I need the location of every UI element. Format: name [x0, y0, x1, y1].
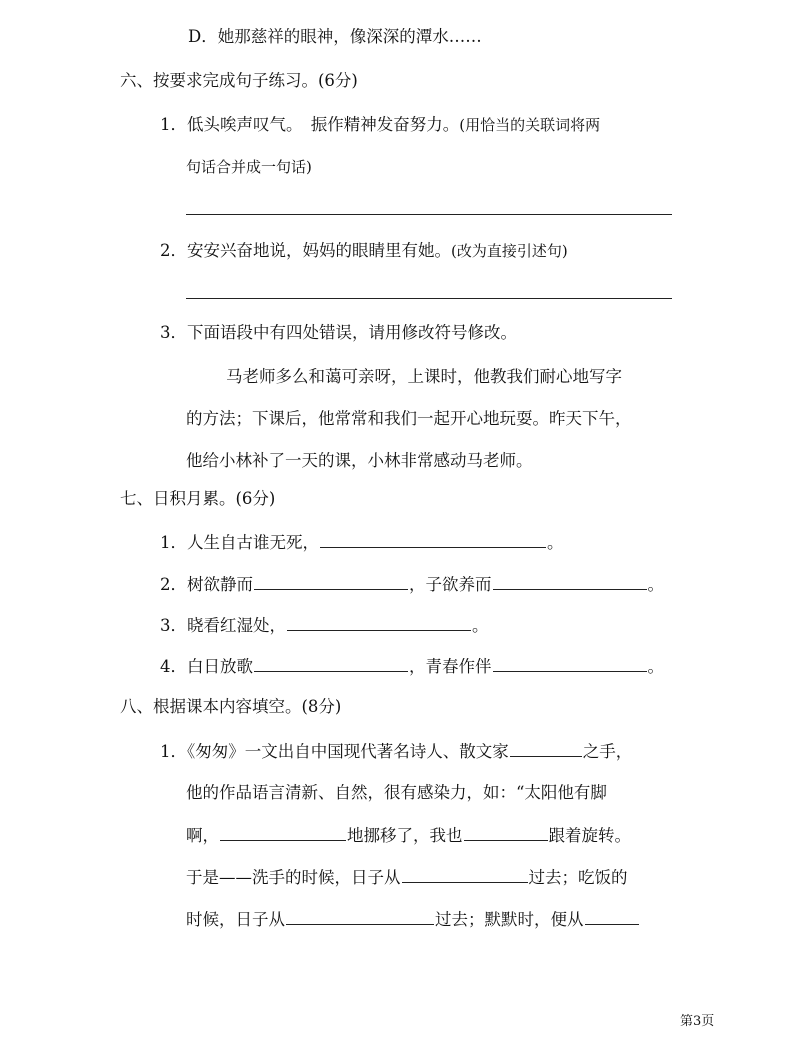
- s7-q3-text: 3．晓看红湿处，: [160, 616, 286, 635]
- s6-q1: [160, 114, 600, 136]
- s6-q3: 3．下面语段中有四处错误，请用修改符号修改。: [160, 323, 517, 342]
- s6-q1-answer-line[interactable]: [186, 214, 672, 215]
- s6-paragraph-line-3: 他给小林补了一天的课，小林非常感动马老师。: [186, 451, 533, 470]
- s6-q2-note: (改为直接引述句): [451, 242, 568, 260]
- s6-q2-answer-line[interactable]: [186, 298, 672, 299]
- s8-l4-text-a: 于是——洗手的时候，日子从: [186, 868, 401, 887]
- s6-q1-text: 1．低头唉声叹气。 振作精神发奋努力。: [160, 115, 460, 134]
- s7-q2-blank-2[interactable]: [493, 573, 647, 590]
- page-number: 第3页: [680, 1014, 715, 1029]
- s7-q4-blank-1[interactable]: [254, 655, 408, 672]
- s8-line-2: 他的作品语言清新、自然，很有感染力，如：“太阳他有脚: [186, 783, 607, 802]
- s8-line-3: [186, 824, 631, 847]
- s6-q1-note: (用恰当的关联词将两: [459, 116, 601, 134]
- s8-line-5: [186, 908, 640, 931]
- option-d: D．她那慈祥的眼神，像深深的潭水……: [188, 27, 482, 46]
- s8-blank-5[interactable]: [585, 908, 639, 925]
- s7-q3-end: 。: [472, 616, 489, 635]
- s8-l5-text-b: 过去；默默时，便从: [435, 910, 584, 929]
- s7-q4: [160, 655, 664, 678]
- s8-line-1: [160, 740, 632, 763]
- s7-q2: [160, 573, 664, 596]
- s7-q1-end: 。: [547, 533, 564, 552]
- s8-l1-text-b: 之手，: [582, 742, 633, 761]
- s8-l3-text-a: 啊，: [186, 826, 219, 845]
- s6-paragraph-line-2: 的方法；下课后，他常常和我们一起开心地玩耍。昨天下午，: [186, 409, 632, 428]
- s8-l3-text-c: 跟着旋转。: [548, 826, 631, 845]
- s6-q2: [160, 240, 568, 262]
- s8-l3-text-b: 地挪移了，我也: [347, 826, 463, 845]
- s7-q3: [160, 614, 489, 637]
- s8-l5-text-a: 时候，日子从: [186, 910, 285, 929]
- s8-blank-1[interactable]: [220, 824, 346, 841]
- s7-q4-end: 。: [647, 657, 664, 676]
- s8-blank-2[interactable]: [464, 824, 548, 841]
- s6-paragraph-line-1: 马老师多么和蔼可亲呀，上课时，他教我们耐心地写字: [226, 367, 622, 386]
- s7-q3-blank[interactable]: [287, 614, 471, 631]
- s7-q2-text-a: 2．树欲静而: [160, 575, 253, 594]
- s7-q4-text-a: 4．白日放歌: [160, 657, 253, 676]
- s7-q1-blank[interactable]: [320, 531, 546, 548]
- s7-q2-text-b: ，子欲养而: [409, 575, 492, 594]
- s6-q2-text: 2．安安兴奋地说，妈妈的眼睛里有她。: [160, 241, 451, 260]
- s8-line-4: [186, 866, 628, 889]
- s7-q4-blank-2[interactable]: [493, 655, 647, 672]
- s7-q2-blank-1[interactable]: [254, 573, 408, 590]
- section-7-heading: 七、日积月累。(6分): [120, 489, 276, 508]
- s8-blank-author[interactable]: [510, 740, 582, 757]
- s7-q2-end: 。: [647, 575, 664, 594]
- s8-l1-text-a: 1．《匆匆》一文出自中国现代著名诗人、散文家: [160, 742, 509, 761]
- s7-q4-text-b: ，青春作伴: [409, 657, 492, 676]
- section-8-heading: 八、根据课本内容填空。(8分): [120, 697, 342, 716]
- s8-blank-3[interactable]: [402, 866, 528, 883]
- s8-blank-4[interactable]: [286, 908, 434, 925]
- s7-q1: [160, 531, 564, 554]
- s6-q1-note-cont: 句话合并成一句话): [186, 158, 312, 176]
- section-6-heading: 六、按要求完成句子练习。(6分): [120, 71, 358, 90]
- s7-q1-text: 1．人生自古谁无死，: [160, 533, 319, 552]
- s8-l4-text-b: 过去；吃饭的: [528, 868, 628, 887]
